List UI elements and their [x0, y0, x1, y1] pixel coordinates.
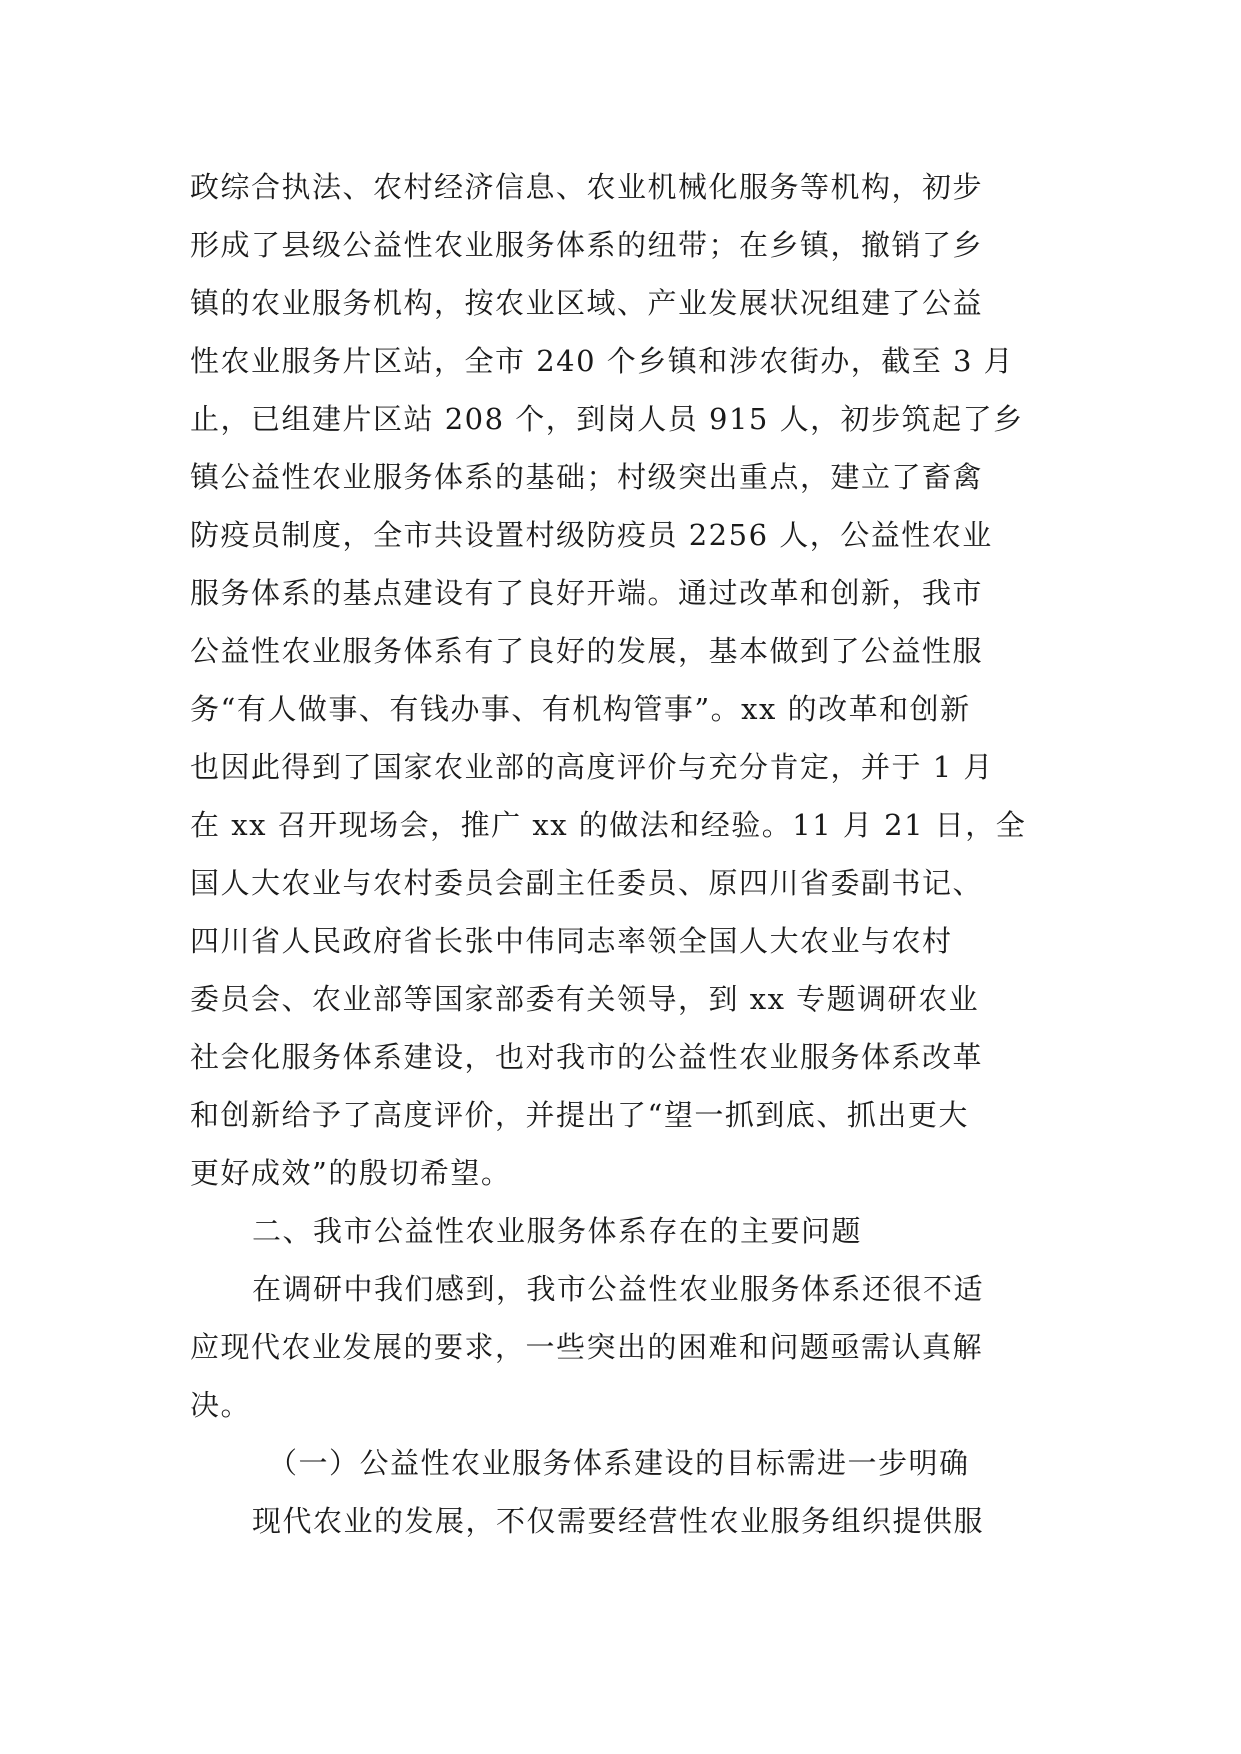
- text-line: 务“有人做事、有钱办事、有机构管事”。xx 的改革和创新: [190, 692, 971, 726]
- text-line: 镇的农业服务机构，按农业区域、产业发展状况组建了公益: [190, 286, 984, 320]
- subsection-heading: （一）公益性农业服务体系建设的目标需进一步明确: [268, 1446, 970, 1480]
- text-line: 也因此得到了国家农业部的高度评价与充分肯定，并于 1 月: [190, 750, 994, 784]
- text-line: 服务体系的基点建设有了良好开端。通过改革和创新，我市: [190, 576, 984, 610]
- section-heading: 二、我市公益性农业服务体系存在的主要问题: [252, 1214, 863, 1248]
- text-line: 决。: [190, 1388, 252, 1422]
- text-line: 更好成效”的殷切希望。: [190, 1156, 512, 1190]
- text-line: 止，已组建片区站 208 个，到岗人员 915 人，初步筑起了乡: [190, 402, 1024, 436]
- text-line: 形成了县级公益性农业服务体系的纽带；在乡镇，撤销了乡: [190, 228, 984, 262]
- paragraph-first-line: 在调研中我们感到，我市公益性农业服务体系还很不适: [252, 1272, 985, 1306]
- text-line: 四川省人民政府省长张中伟同志率领全国人大农业与农村: [190, 924, 953, 958]
- text-line: 性农业服务片区站，全市 240 个乡镇和涉农街办，截至 3 月: [190, 344, 1015, 378]
- text-line: 委员会、农业部等国家部委有关领导，到 xx 专题调研农业: [190, 982, 980, 1016]
- text-line: 镇公益性农业服务体系的基础；村级突出重点，建立了畜禽: [190, 460, 984, 494]
- text-line: 社会化服务体系建设，也对我市的公益性农业服务体系改革: [190, 1040, 984, 1074]
- paragraph-first-line: 现代农业的发展，不仅需要经营性农业服务组织提供服: [252, 1504, 985, 1538]
- text-line: 国人大农业与农村委员会副主任委员、原四川省委副书记、: [190, 866, 984, 900]
- text-line: 公益性农业服务体系有了良好的发展，基本做到了公益性服: [190, 634, 984, 668]
- text-line: 应现代农业发展的要求，一些突出的困难和问题亟需认真解: [190, 1330, 984, 1364]
- text-line: 在 xx 召开现场会，推广 xx 的做法和经验。11 月 21 日，全: [190, 808, 1027, 842]
- text-line: 和创新给予了高度评价，并提出了“望一抓到底、抓出更大: [190, 1098, 969, 1132]
- text-line: 防疫员制度，全市共设置村级防疫员 2256 人，公益性农业: [190, 518, 993, 552]
- document-body: [190, 158, 1050, 1550]
- text-line: 政综合执法、农村经济信息、农业机械化服务等机构，初步: [190, 170, 984, 204]
